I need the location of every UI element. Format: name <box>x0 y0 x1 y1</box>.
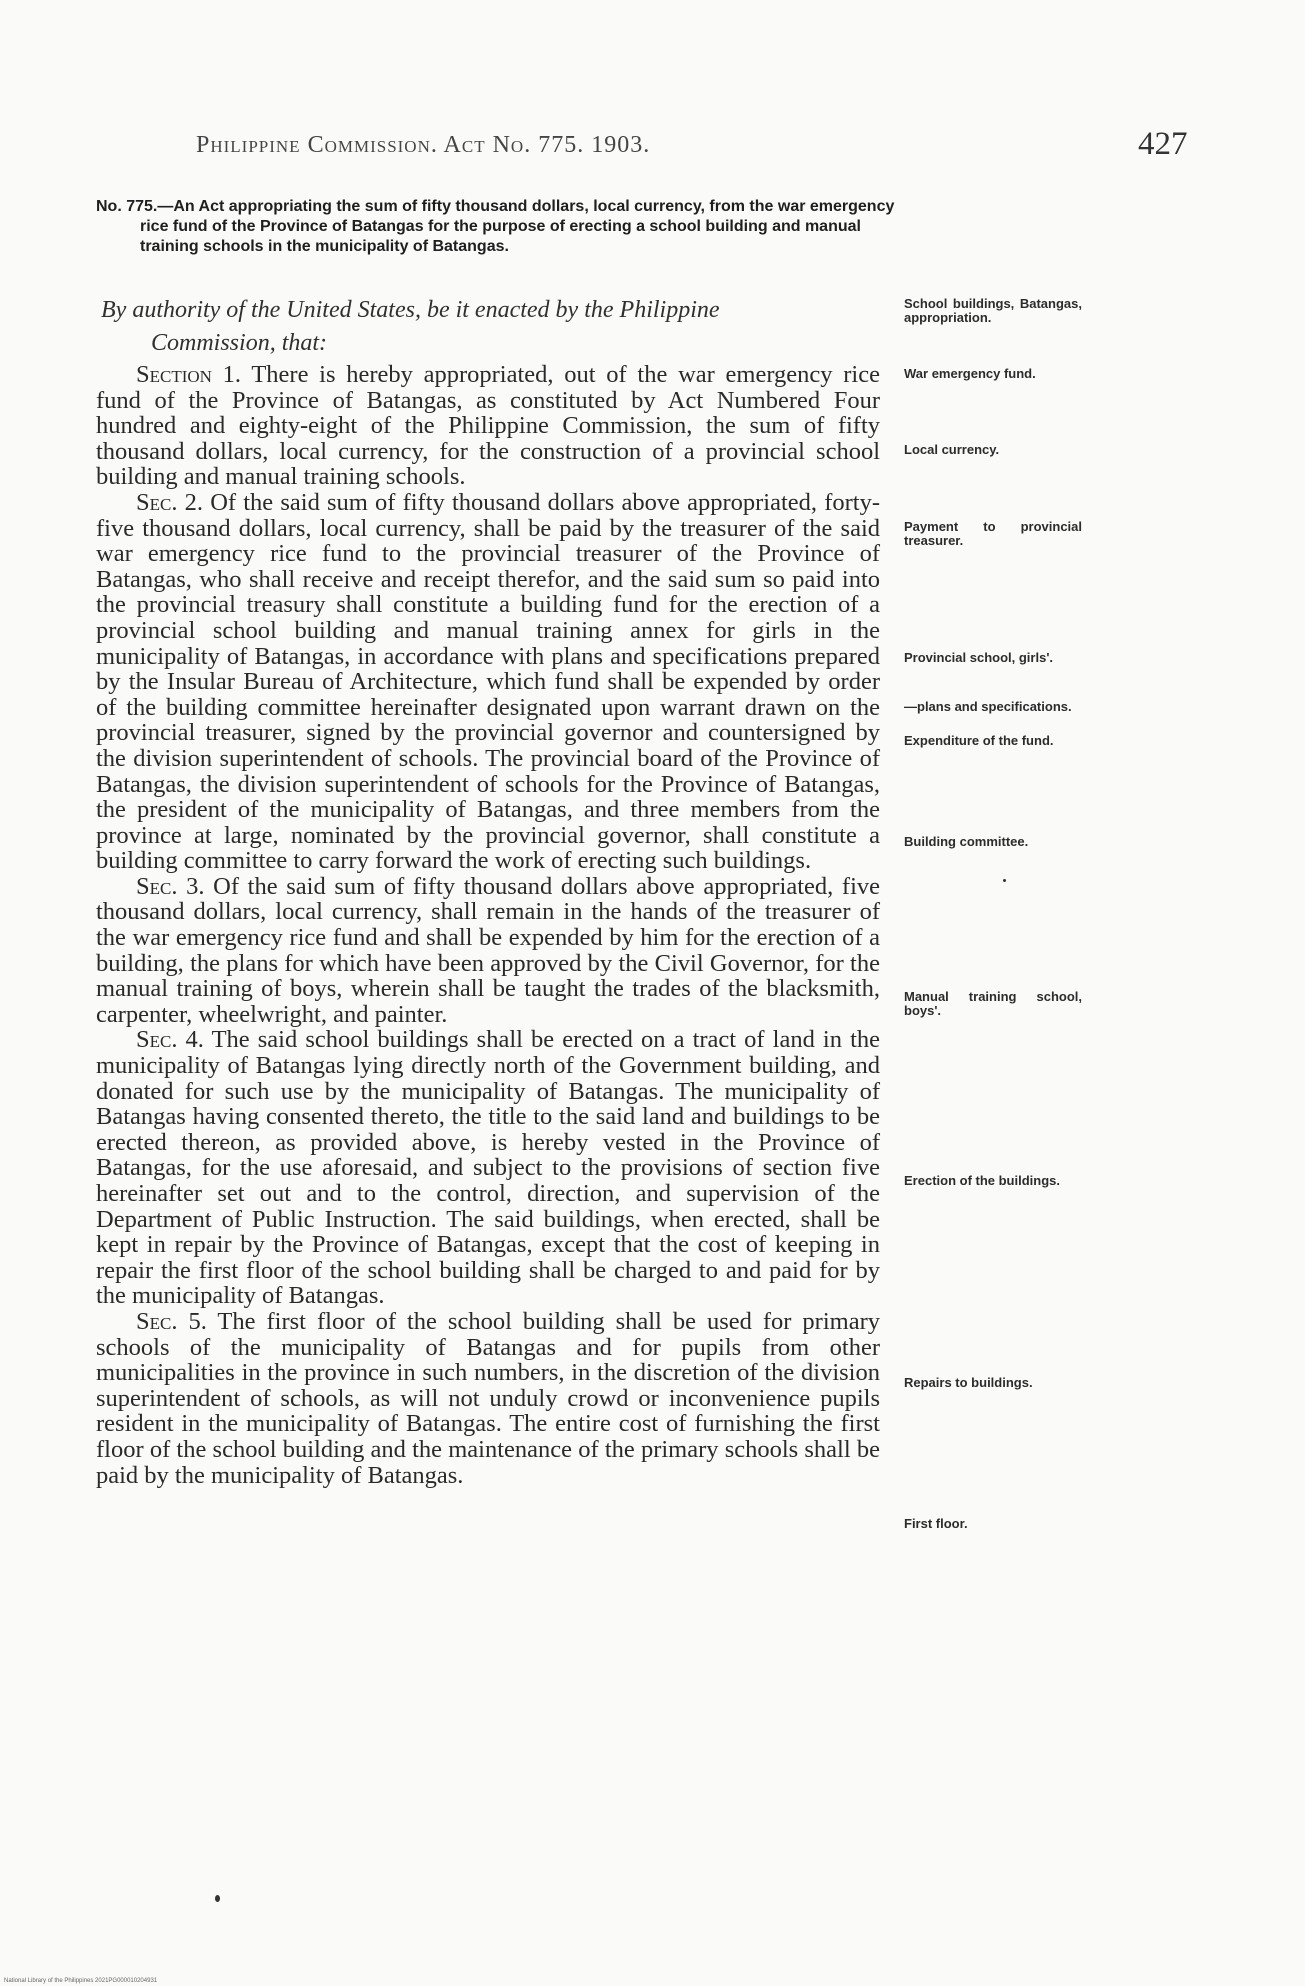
section-heading: Sec. 5. <box>136 1307 207 1335</box>
act-body <box>96 362 880 1488</box>
section-heading: Section 1. <box>136 361 242 388</box>
section-text: There is hereby appropriated, out of the war emergency rice fund of the Province of Batangas, as constituted by Act Numbered Four hundred and eighty-eight of the Philippine Commission, the sum of fifty thousand dollars, local currency, for the construction of a provincial school building and manual training schools. <box>96 361 880 491</box>
margin-note: Erection of the buildings. <box>904 1173 1060 1188</box>
ink-speck <box>215 1895 220 1902</box>
section-2 <box>96 490 880 874</box>
section-text: The first floor of the school building shall be used for primary schools of the municipality of Batangas and for pupils from other municipalities in the province in such numbers, in the discretion of the division superintendent of schools, as will not unduly crowd or inconvenience pupils resident in the municipality of Batangas. The entire cost of furnishing the first floor of the school building and the maintenance of the primary schools shall be paid by the municipality of Batangas. <box>96 1307 880 1489</box>
enacting-clause <box>101 294 881 360</box>
margin-note: Repairs to buildings. <box>904 1375 1033 1390</box>
section-text: Of the said sum of fifty thousand dollars above appropriated, forty-five thousand dollars, local currency, shall be paid by the treasurer of the said war emergency rice fund to the provincial treasurer of the Province of Batangas, who shall receive and receipt therefor, and the said sum so paid into the provincial treasury shall constitute a building fund for the erection of a provincial school building and manual training annex for girls in the municipality of Batangas, in accordance with plans and specifications prepared by the Insular Bureau of Architecture, which fund shall be expended by order of the building committee hereinafter designated upon warrant drawn on the provincial treasurer, signed by the provincial governor and countersigned by the division superintendent of schools. The provincial board of the Province of Batangas, the division superintendent of schools for the Province of Batangas, the president of the municipality of Batangas, and three members from the province at large, nominated by the provincial governor, shall constitute a building committee to carry forward the work of erecting such buildings. <box>96 488 881 875</box>
enacting-clause-line-1: By authority of the United States, be it enacted by the Philippine <box>101 297 720 323</box>
section-heading: Sec. 3. <box>136 872 205 900</box>
page-number: 427 <box>1138 126 1188 162</box>
footer-credit: National Library of the Philippines 2021PG000010204931 <box>4 1978 158 1984</box>
margin-note: Local currency. <box>904 442 1000 457</box>
act-title: No. 775.—An Act appropriating the sum of fifty thousand dollars, local currency, from the war emergency rice fund of the Province of Batangas for the purpose of erecting a school building and manual training schools in the municipality of Batangas. <box>96 198 895 255</box>
margin-note: Building committee. <box>904 834 1029 849</box>
section-heading: Sec. 4. <box>136 1026 204 1054</box>
ink-speck <box>1003 879 1006 882</box>
margin-note: School buildings, Batangas, appropriation. <box>904 296 1082 325</box>
margin-note: Expenditure of the fund. <box>904 733 1054 748</box>
margin-note: Provincial school, girls'. <box>904 650 1054 665</box>
section-1 <box>96 362 880 490</box>
section-5 <box>96 1309 880 1488</box>
section-3 <box>96 874 880 1028</box>
enacting-clause-line-2: Commission, that: <box>151 330 328 356</box>
section-heading: Sec. 2. <box>136 488 204 516</box>
margin-note: Payment to provincial treasurer. <box>904 519 1082 548</box>
margin-note: War emergency fund. <box>904 366 1036 381</box>
margin-note: —plans and specifications. <box>904 699 1072 714</box>
section-4 <box>96 1027 880 1309</box>
section-text: The said school buildings shall be erected on a tract of land in the municipality of Batangas lying directly north of the Government building, and donated for such use by the municipality of Batangas. The municipality of Batangas having consented thereto, the title to the said land and buildings to be erected thereon, as provided above, is hereby vested in the Province of Batangas, for the use aforesaid, and subject to the provisions of section five hereinafter set out and to the control, direction, and supervision of the Department of Public Instruction. The said buildings, when erected, shall be kept in repair by the Province of Batangas, except that the cost of keeping in repair the first floor of the school building shall be charged to and paid for by the municipality of Batangas. <box>96 1026 880 1310</box>
running-head: Philippine Commission. Act No. 775. 1903. <box>196 132 651 158</box>
margin-note: First floor. <box>904 1516 968 1531</box>
margin-note: Manual training school, boys'. <box>904 989 1082 1018</box>
section-text: Of the said sum of fifty thousand dollars above appropriated, five thousand dollars, local currency, shall remain in the hands of the treasurer of the war emergency rice fund and shall be expended by him for the erection of a building, the plans for which have been approved by the Civil Governor, for the manual training of boys, wherein shall be taught the trades of the blacksmith, carpenter, wheelwright, and painter. <box>96 872 880 1028</box>
